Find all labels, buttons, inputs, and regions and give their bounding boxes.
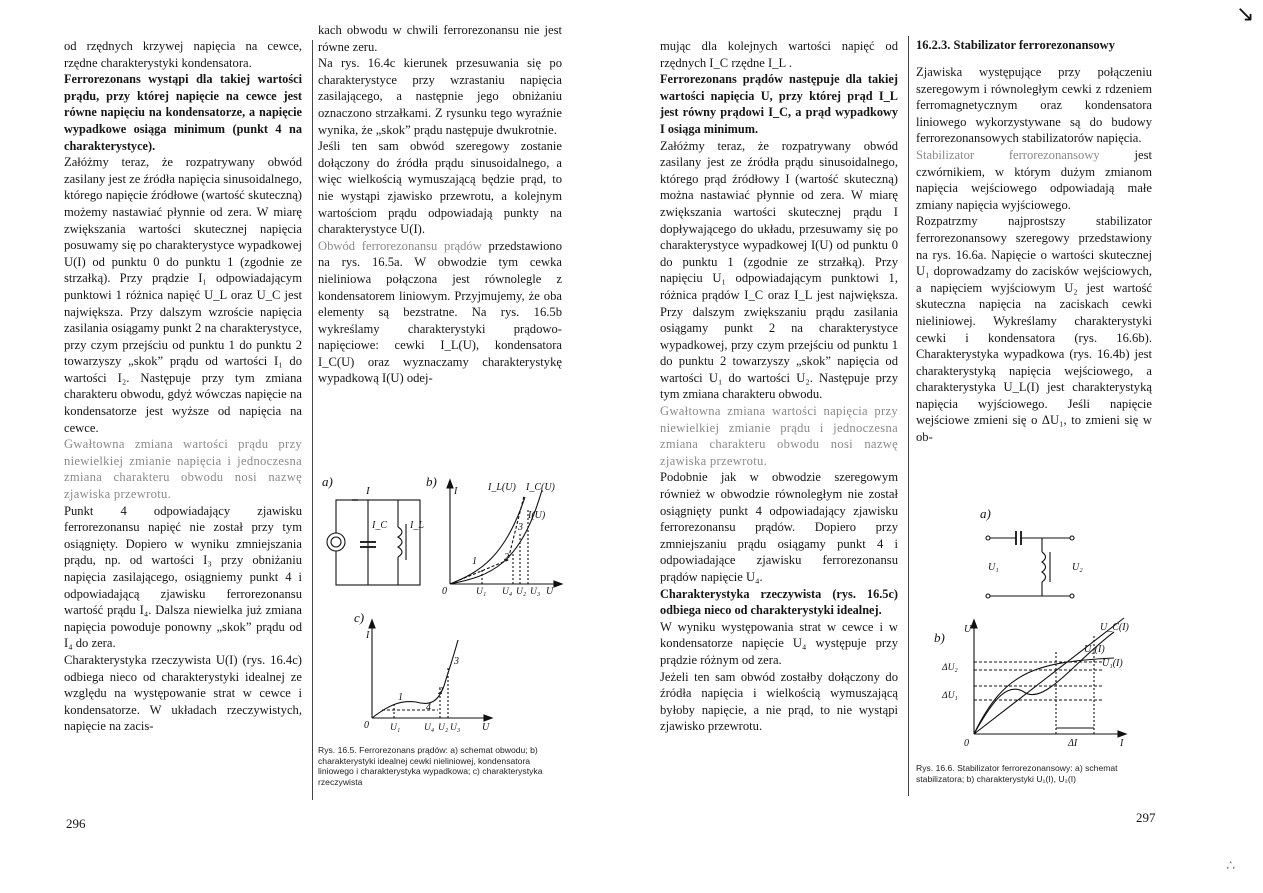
right-page-column-3 [660, 38, 898, 735]
fig165-label-ICU: I_C(U) [526, 482, 555, 493]
fig165c-point-2: 2 [438, 686, 443, 697]
fig166-label-b: b) [934, 630, 945, 645]
paragraph: Jeżeli ten sam obwód zostałby dołączony do źródła napięcia i wielkością wymuszającą byłoby napięcie, a nie prąd, to nie wystąpi zjawisko przewrotu. [660, 669, 898, 734]
fig166-U2I: U₂(I) [1084, 644, 1105, 655]
page-number-left: 296 [66, 816, 86, 831]
fig165c-U2: U₂ [438, 723, 449, 733]
paragraph [318, 238, 562, 387]
current-source-icon [327, 533, 345, 551]
fig165-U1: U₁ [476, 587, 487, 597]
section-heading: 16.2.3. Stabilizator ferrorezonansowy [916, 38, 1115, 52]
paragraph: Charakterystyka rzeczywista U(I) (rys. 16.4c) odbiega nieco od charakterystyki idealnej ze względu na występowanie strat w cewce i kondensatorze. W układach rzeczywistych, napięcie na zacis- [64, 652, 302, 734]
fig165-label-IU: I(U) [528, 510, 546, 521]
fig165-U4: U₄ [502, 587, 513, 597]
figure-16-6 [924, 502, 1164, 758]
paragraph: Na rys. 16.4c kierunek przesuwania się po charakterystyce przy wzrastaniu napięcia zasilającego, a następnie jego obniżaniu oznaczono strzałkami. Z rysunku tego wyraźnie wynika, że „skok” prądu następuje dwukrotnie. [318, 56, 562, 137]
paragraph-text: przedstawiono na rys. 16.5a. W obwodzie tym cewka nieliniowa połączona jest równolegle z kondensatorem liniowym. Przyjmujemy, że oba elementy są bezstratne. Na rys. 16.5b wykreślamy charakterystyki prądowo-napięciowe: cewki I_L(U), kondensatora I_C(U) oraz wyznaczamy charakterystykę wypadkową I(U) odej- [318, 238, 562, 386]
fig165c-U: U [482, 722, 490, 733]
paragraph: W wyniku występowania strat w cewce i w kondensatorze napięcie U₄ występuje przy prądzie różnym od zera. [660, 619, 898, 667]
fig165-U3: U₃ [530, 587, 541, 597]
figure-16-5-caption: Rys. 16.5. Ferrorezonans prądów: a) schemat obwodu; b) charakterystyki idealnej cewki nieliniowej, kondensatora liniowego i charakterystyka wypadkowa; c) charakterystyka rzeczywista [318, 745, 543, 787]
fig165c-U4: U₄ [424, 723, 435, 733]
column-divider-right [908, 36, 909, 796]
fig166-U1: U₁ [988, 562, 999, 573]
paragraph: Załóżmy teraz, że rozpatrywany obwód zasilany jest ze źródła napięcia sinusoidalnego, którego napięcie źródłowe (wartość skuteczną) możemy nastawiać płynnie od zera. W miarę zwiększania wartości skutecznej napięcia posuwamy się po charakterystyce wypadkowej U(I) od punktu 0 do punktu 1 (zgodnie ze strzałką). Przy prądzie I₁ odpowiadającym punktowi 1 różnica napięć U_L oraz U_C jest największa. Przy dalszym wzroście napięcia zasilania osiągamy punkt 2 na charakterystyce, przy czym przejściu od punktu 1 do punktu 2 towarzyszy „skok” prądu od wartości I₁ do wartości I₂. Następuje przy tym zmiana charakteru obwodu, gdyż wówczas napięcie na kondensatorze jest wyższe od napięcia na cewce. [64, 155, 302, 435]
fig166-U-axis: U [964, 624, 972, 635]
paragraph: Zjawiska występujące przy połączeniu szeregowym i równoległym cewki z rdzeniem ferromagnetycznym oraz kondensatora liniowego wykorzystywane są do budowy ferrorezonansowych stabilizatorów napięcia. [916, 65, 1152, 146]
paragraph [916, 147, 1152, 213]
scan-corner-mark-bottom: ∴ [1226, 858, 1235, 874]
fig165-label-IC: I_C [372, 520, 387, 531]
paragraph-faint-lead: Stabilizator ferrorezonansowy [916, 147, 1100, 162]
paragraph: Gwałtowna zmiana wartości prądu przy niewielkiej zmianie napięcia i jednoczesna zmiana charakteru obwodu nosi nazwę zjawiska przewrotu. [64, 437, 302, 502]
paragraph: Ferrorezonans prądów następuje dla takiej wartości napięcia U, przy której prąd I_L jest równy prądowi I_C, a prąd wypadkowy I osiąga minimum. [660, 72, 898, 136]
fig165c-point-4: 4 [426, 702, 431, 713]
fig166-dU2: ΔU₂ [942, 663, 958, 673]
fig165-label-c: c) [354, 610, 365, 625]
left-page-column-2 [318, 22, 562, 387]
right-page-column-4 [916, 64, 1152, 446]
fig166-label-a: a) [980, 506, 991, 521]
fig165c-U1: U₁ [390, 723, 401, 733]
scan-corner-mark: ↘ [1236, 2, 1255, 27]
fig165c-zero: 0 [364, 720, 369, 731]
fig165-label-IL: I_L [410, 520, 424, 531]
paragraph: Punkt 4 odpowiadający zjawisku ferrorezonansu napięć nie został przy tym osiągnięty. Dopiero w wyniku zmniejszania prądu, np. od wartości I₃ przy obniżaniu napięcia zasilającego, osiągniemy punkt 4 i odpowiadającą zjawisku ferrorezonansu wartość prądu I₄. Dalsza niewielka już zmiana napięcia powoduje ponowny „skok” prądu od I₄ do zera. [64, 503, 302, 651]
fig166-UCI: U_C(I) [1100, 622, 1129, 633]
fig165c-point-1: 1 [398, 692, 403, 703]
fig166-I: I [1120, 738, 1124, 749]
fig165-label-I: I [366, 485, 370, 497]
page-number-right: 297 [1136, 810, 1156, 825]
fig165-label-b: b) [426, 474, 437, 489]
left-page-column-1 [64, 38, 302, 735]
paragraph-faint-lead: Obwód ferrorezonansu prądów [318, 238, 482, 253]
column-divider-left [312, 40, 313, 800]
fig166-chart-b [971, 618, 1126, 737]
paragraph: mując dla kolejnych wartości napięć od rzędnych I_C rzędne I_L . [660, 39, 898, 70]
fig166-U1I: U₁(I) [1102, 658, 1123, 669]
fig165-schematic [327, 500, 420, 585]
fig165-label-I-axis: I [454, 486, 458, 497]
fig165-label-ILU: I_L(U) [488, 482, 516, 493]
paragraph: Jeśli ten sam obwód szeregowy zostanie dołączony do źródła prądu sinusoidalnego, a więc wielkością wymuszającą będzie prąd, to nie wystąpi zjawisko przewrotu, a kolejnym wartościom prądu odpowiadają punkty na charakterystyce U(I). [318, 139, 562, 237]
fig165-point-2: 2 [504, 552, 509, 563]
fig165-U2: U₂ [516, 587, 527, 597]
fig165-U: U [546, 586, 554, 597]
fig166-dU1: ΔU₁ [942, 691, 958, 701]
paragraph: Gwałtowna zmiana wartości napięcia przy niewielkiej zmianie prądu i jednoczesna zmiana charakteru obwodu nosi nazwę zjawiska przewrotu. [660, 404, 898, 468]
paragraph: Ferrorezonans wystąpi dla takiej wartości prądu, przy której napięcie na cewce jest równe napięciu na kondensatorze, a napięcie wypadkowe osiąga minimum (punkt 4 na charakterystyce). [64, 72, 302, 153]
paragraph: kach obwodu w chwili ferrorezonansu nie jest równe zeru. [318, 23, 562, 54]
fig165-zero: 0 [442, 586, 447, 597]
fig165c-U3: U₃ [450, 723, 461, 733]
fig166-dI: ΔI [1068, 738, 1078, 749]
figure-16-6-caption: Rys. 16.6. Stabilizator ferrorezonansowy: a) schemat stabilizatora; b) charakterystyki U₁(I), U₂(I) [916, 763, 1118, 784]
fig165-chart-b [447, 480, 562, 587]
paragraph: od rzędnych krzywej napięcia na cewce, rzędne charakterystyki kondensatora. [64, 39, 302, 70]
paragraph-text: jest czwórnikiem, w którym dużym zmianom napięcia wejściowego odpowiadają małe zmiany napięcia wyjściowego. [916, 147, 1152, 212]
fig165-label-a: a) [322, 474, 333, 489]
fig165-point-1: 1 [472, 556, 477, 567]
fig165-point-3: 3 [518, 522, 523, 533]
figure-16-5 [320, 472, 570, 740]
paragraph: Rozpatrzmy najprostszy stabilizator ferrorezonansowy szeregowy przedstawiony na rys. 16.6a. Napięcie o wartości skutecznej U₁ doprowadzamy do zacisków wejściowych, a napięciem wyjściowym U₂ jest wartość skuteczna napięcia na zaciskach cewki nieliniowej. Wykreślamy charakterystyki cewki i kondensatora (rys. 16.6b). Charakterystyka wypadkowa (rys. 16.4b) jest charakterystyką napięcia wejściowego, a charakterystyka U_L(I) jest charakterystyką napięcia wyjściowego. Jeśli napięcie wejściowe zmieni się o ΔU₁, to zmieni się w ob- [916, 214, 1152, 445]
fig166-schematic [986, 531, 1074, 598]
fig165c-I: I [366, 630, 370, 641]
paragraph: Podobnie jak w obwodzie szeregowym również w obwodzie równoległym nie został osiągnięty punkt 4 odpowiadający zjawisku ferrorezonansu prądów. Dopiero przy zmniejszaniu prądu osiągamy punkt 4 i odpowiadające zjawisku ferrorezonansu prądów napięcie U₄. [660, 470, 898, 584]
fig166-U2: U₂ [1072, 562, 1083, 573]
fig166-zero: 0 [964, 738, 969, 749]
paragraph: Załóżmy teraz, że rozpatrywany obwód zasilany jest ze źródła prądu sinusoidalnego, którego prąd źródłowy I (wartość skuteczną) można nastawiać płynnie od zera. W miarę zwiększania wartości skutecznej prądu I dopływającego do układu, przesuwamy się po charakterystyce wypadkowej I(U) od punktu 0 do punktu 1 (zgodnie ze strzałką). Przy napięciu U₁ odpowiadającym punktowi 1, różnica prądów I_C oraz I_L jest największa. Przy dalszym zwiększaniu prądu zasilania osiągamy punkt 2 na charakterystyce wypadkowej, przy czym przejściu od punktu 1 do punktu 2 towarzyszy „skok” napięcia od wartości U₁ do wartości U₂. Następuje przy tym zmiana charakteru obwodu. [660, 138, 898, 402]
paragraph: Charakterystyka rzeczywista (rys. 16.5c) odbiega nieco od charakterystyki idealnej. [660, 586, 898, 618]
fig165c-point-3: 3 [454, 656, 459, 667]
